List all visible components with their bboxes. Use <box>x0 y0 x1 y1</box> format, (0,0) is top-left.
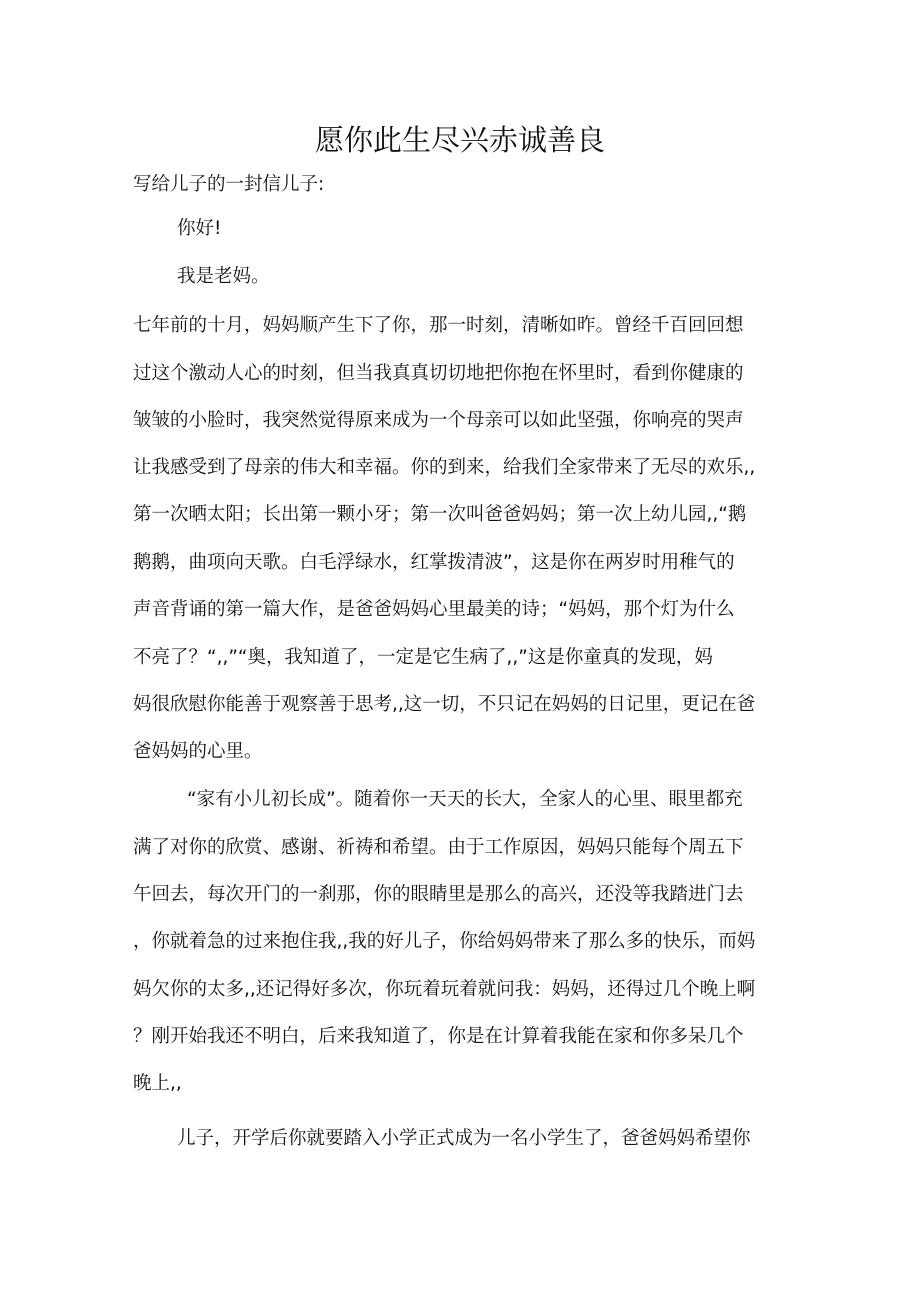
body-line: 午回去，每次开门的一刹那，你的眼睛里是那么的高兴，还没等我踏进门去 <box>133 884 744 905</box>
body-line: ？刚开始我还不明白，后来我知道了，你是在计算着我能在家和你多呆几个 <box>133 1026 744 1047</box>
body-line: ，你就着急的过来抱住我,,我的好儿子，你给妈妈带来了那么多的快乐，而妈 <box>133 931 756 952</box>
body-line: 儿子，开学后你就要踏入小学正式成为一名小学生了，爸爸妈妈希望你 <box>177 1128 751 1149</box>
body-line: 过这个激动人心的时刻，但当我真真切切地把你抱在怀里时，看到你健康的 <box>133 363 744 384</box>
body-line: 鹅鹅，曲项向天歌。白毛浮绿水，红掌拨清波”，这是你在两岁时用稚气的 <box>133 552 735 573</box>
body-line: 让我感受到了母亲的伟大和幸福。你的到来，给我们全家带来了无尽的欢乐,, <box>133 457 756 478</box>
body-line: 七年前的十月，妈妈顺产生下了你，那一时刻，清晰如昨。曾经千百回回想 <box>133 315 744 336</box>
body-line: 妈欠你的太多,,还记得好多次，你玩着玩着就问我：妈妈，还得过几个晚上啊 <box>133 979 756 1000</box>
body-line: “家有小儿初长成”。随着你一天天的长大，全家人的心里、眼里都充 <box>187 789 743 810</box>
greeting-line: 你好! <box>177 218 222 239</box>
body-line: 妈很欣慰你能善于观察善于思考,,这一切，不只记在妈妈的日记里，更记在爸 <box>133 694 756 715</box>
body-line: 声音背诵的第一篇大作，是爸爸妈妈心里最美的诗；“妈妈，那个灯为什么 <box>133 599 735 620</box>
body-line: 晚上,, <box>133 1073 182 1094</box>
intro-line: 我是老妈。 <box>177 266 270 287</box>
salutation-line: 写给儿子的一封信儿子: <box>133 174 325 195</box>
body-line: 满了对你的欣赏、感谢、祈祷和希望。由于工作原因，妈妈只能每个周五下 <box>133 837 744 858</box>
body-line: 不亮了？“,,”“奥，我知道了，一定是它生病了,,”这是你童真的发现，妈 <box>133 647 713 668</box>
document-title: 愿你此生尽兴赤诚善良 <box>314 123 605 157</box>
body-line: 爸妈妈的心里。 <box>133 741 263 762</box>
body-line: 皱皱的小脸时，我突然觉得原来成为一个母亲可以如此坚强，你响亮的哭声 <box>133 410 744 431</box>
body-line: 第一次晒太阳；长出第一颗小牙；第一次叫爸爸妈妈；第一次上幼儿园,,“鹅 <box>133 504 747 525</box>
